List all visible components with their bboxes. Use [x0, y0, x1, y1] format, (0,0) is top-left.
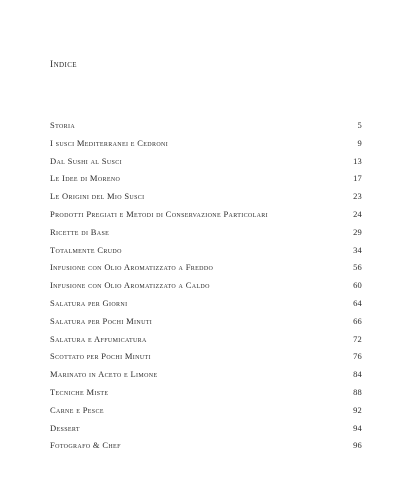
toc-entry-page: 72 — [353, 333, 362, 344]
toc-entry-title: Dessert — [50, 422, 80, 433]
toc-entry-page: 84 — [353, 369, 362, 380]
toc-entry-page: 17 — [353, 173, 362, 184]
toc-entry-title: Totalmente Crudo — [50, 244, 122, 255]
toc-entry — [50, 190, 362, 208]
toc-entry-page: 56 — [353, 262, 362, 273]
toc-entry-title: Marinato in Aceto e Limone — [50, 369, 158, 380]
toc-entry-title: Dal Sushi al Susci — [50, 155, 122, 166]
toc-entry-page: 76 — [353, 351, 362, 362]
toc-entry — [50, 386, 362, 404]
toc-entry — [50, 439, 362, 457]
toc-entry-title: Salatura per Giorni — [50, 297, 128, 308]
toc-entry-page: 13 — [353, 155, 362, 166]
toc-entry — [50, 297, 362, 315]
toc-entry-title: Carne e Pesce — [50, 404, 104, 415]
toc-entry-page: 34 — [353, 244, 362, 255]
toc-entry-page: 23 — [353, 191, 362, 202]
toc-entry-title: I susci Mediterranei e Cedroni — [50, 137, 169, 148]
toc-entry-title: Scottato per Pochi Minuti — [50, 351, 151, 362]
toc-entry-page: 5 — [357, 120, 362, 130]
toc-entry-title: Le Idee di Moreno — [50, 173, 121, 184]
toc-entry-page: 88 — [353, 386, 362, 397]
toc-entry — [50, 333, 362, 351]
toc-entry-title: Storia — [50, 120, 76, 130]
toc-entry-title: Prodotti Pregiati e Metodi di Conservazione Particolari — [50, 208, 268, 219]
toc-entry — [50, 368, 362, 386]
toc-entry — [50, 422, 362, 440]
toc-entry-title: Infusione con Olio Aromatizzato a Caldo — [50, 280, 210, 291]
toc-entry-page: 24 — [353, 208, 362, 219]
toc-entry — [50, 315, 362, 333]
toc-entry-title: Tecniche Miste — [50, 386, 109, 397]
toc-entry — [50, 261, 362, 279]
toc-entry — [50, 208, 362, 226]
toc-list — [50, 119, 362, 457]
toc-entry — [50, 279, 362, 297]
toc-entry — [50, 155, 362, 173]
toc-entry-page: 60 — [353, 280, 362, 291]
toc-entry — [50, 226, 362, 244]
toc-entry — [50, 172, 362, 190]
toc-entry-title: Salatura per Pochi Minuti — [50, 315, 153, 326]
toc-entry — [50, 119, 362, 137]
toc-entry-page: 29 — [353, 226, 362, 237]
toc-entry-page: 96 — [353, 440, 362, 451]
toc-entry-title: Salatura e Affumicatura — [50, 333, 147, 344]
toc-entry-title: Fotografo & Chef — [50, 440, 121, 451]
toc-entry — [50, 404, 362, 422]
toc-entry — [50, 137, 362, 155]
toc-entry-page: 66 — [353, 315, 362, 326]
toc-entry-page: 92 — [353, 404, 362, 415]
toc-entry-title: Infusione con Olio Aromatizzato a Freddo — [50, 262, 214, 273]
toc-entry-page: 64 — [353, 297, 362, 308]
toc-entry-page: 9 — [357, 137, 362, 148]
toc-entry — [50, 244, 362, 262]
toc-entry — [50, 350, 362, 368]
toc-entry-title: Ricette di Base — [50, 226, 110, 237]
toc-entry-title: Le Origini del Mio Susci — [50, 191, 145, 202]
toc-heading: Indice — [50, 60, 77, 70]
toc-entry-page: 94 — [353, 422, 362, 433]
